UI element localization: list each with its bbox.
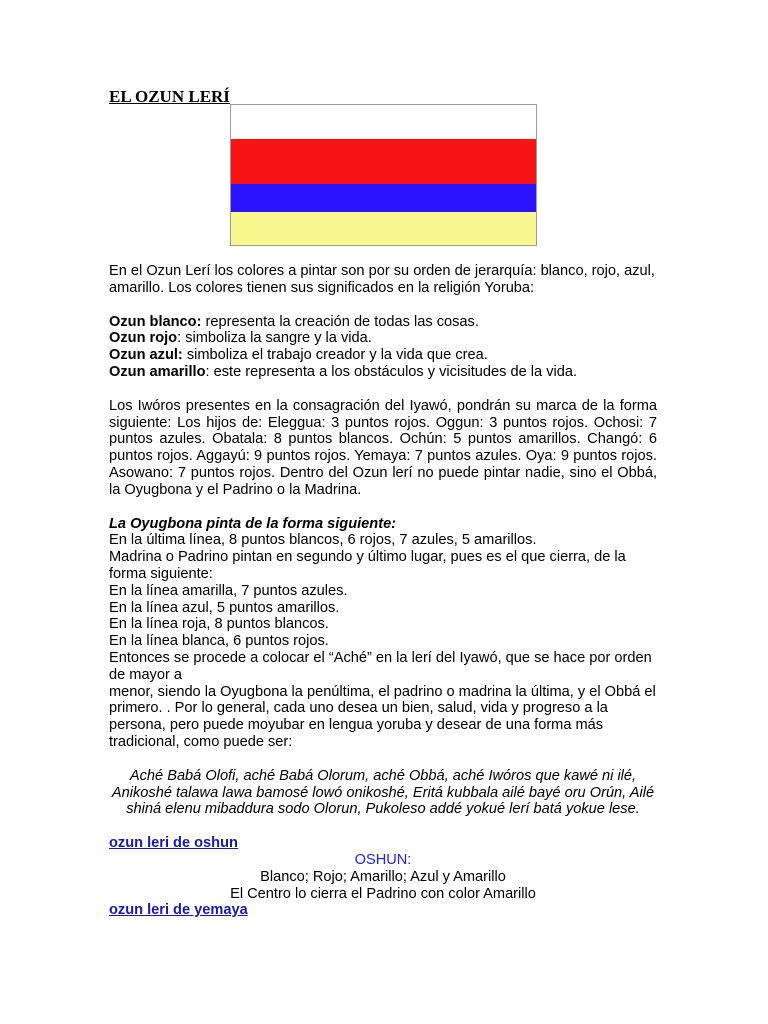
madrina-intro: Madrina o Padrino pintan en segundo y último lugar, pues es el que cierra, de la forma siguiente: — [109, 549, 626, 582]
prayer-text: Aché Babá Olofi, aché Babá Olorum, aché Obbá, aché Iwóros que kawé ni ilé, Anikoshé talawa lawa bamosé lowó onikoshé, Eritá kubbala ailé bayé oru Orún, Ailé shiná elenu mibaddura sodo Olorun, Pukoleso addé yokué lerí batá yokue lese. — [111, 767, 655, 818]
blue-stripe — [231, 184, 536, 212]
madrina-line-yellow: En la línea amarilla, 7 puntos azules. — [109, 582, 348, 599]
meaning-term: Ozun amarillo — [109, 363, 206, 380]
oshun-center-note: El Centro lo cierra el Padrino con color Amarillo — [230, 885, 536, 902]
meaning-yellow — [109, 364, 657, 381]
link-row-yemaya — [109, 902, 657, 919]
ache-paragraph-start: Entonces se procede a colocar el “Aché” en la lerí del Iyawó, que se hace por orden de mayor a — [109, 649, 652, 683]
oyugbona-line: En la última línea, 8 puntos blancos, 6 rojos, 7 azules, 5 amarillos. — [109, 532, 537, 549]
link-row-oshun — [109, 835, 657, 852]
ozun-leri-flag-image — [230, 104, 537, 246]
document-body — [109, 263, 657, 919]
meaning-white — [109, 314, 657, 331]
oyugbona-heading: La Oyugbona pinta de la forma siguiente: — [109, 515, 397, 532]
ache-paragraph-rest: menor, siendo la Oyugbona la penúltima, el padrino o madrina la última, y el Obbá el primero. . Por lo general, cada uno desea un bien, salud, vida y progreso a la persona, pero puede moyubar en lengua yoruba y desear de una forma más tradicional, como puede ser: — [109, 683, 656, 750]
white-stripe — [231, 105, 536, 139]
madrina-line-white: En la línea blanca, 6 puntos rojos. — [109, 633, 329, 650]
intro-paragraph: En el Ozun Lerí los colores a pintar son por su orden de jerarquía: blanco, rojo, azul, amarillo. Los colores tienen sus significados en la religión Yoruba: — [109, 263, 655, 296]
link-ozun-leri-oshun[interactable]: ozun leri de oshun — [109, 835, 238, 852]
yellow-stripe — [231, 212, 536, 245]
oshun-colors: Blanco; Rojo; Amarillo; Azul y Amarillo — [260, 868, 506, 885]
iworos-paragraph: Los Iwóros presentes en la consagración del Iyawó, pondrán su marca de la forma siguiente: Los hijos de: Eleggua: 3 puntos rojos. Oggun: 3 puntos rojos. Ochosi: 7 puntos azules. Obatala: 8 puntos blancos. Ochún: 5 puntos amarillos. Changó: 6 puntos rojos. Aggayú: 9 puntos rojos. Yemaya: 7 puntos azules. Oya: 9 puntos rojos. Asowano: 7 puntos rojos. Dentro del Ozun lerí no puede pintar nadie, sino el Obbá, la Oyugbona y el Padrino o la Madrina. — [109, 397, 657, 498]
madrina-line-blue: En la línea azul, 5 puntos amarillos. — [109, 599, 340, 616]
meaning-term: Ozun azul: — [109, 347, 183, 364]
page-title: EL OZUN LERÍ — [109, 87, 230, 106]
meaning-blue — [109, 347, 657, 364]
meaning-text: : este representa a los obstáculos y vicisitudes de la vida. — [205, 363, 578, 380]
meaning-text: representa la creación de todas las cosas. — [201, 313, 479, 330]
meaning-term: Ozun rojo — [109, 330, 178, 347]
meaning-red — [109, 330, 657, 347]
color-meanings-list — [109, 314, 657, 381]
meaning-term: Ozun blanco: — [109, 313, 202, 330]
oshun-heading: OSHUN: — [354, 851, 412, 868]
madrina-line-red: En la línea roja, 8 puntos blancos. — [109, 616, 329, 633]
meaning-text: simboliza el trabajo creador y la vida que crea. — [182, 347, 488, 364]
red-stripe — [231, 139, 536, 184]
link-ozun-leri-yemaya[interactable]: ozun leri de yemaya — [109, 902, 248, 919]
meaning-text: : simboliza la sangre y la vida. — [177, 330, 372, 347]
